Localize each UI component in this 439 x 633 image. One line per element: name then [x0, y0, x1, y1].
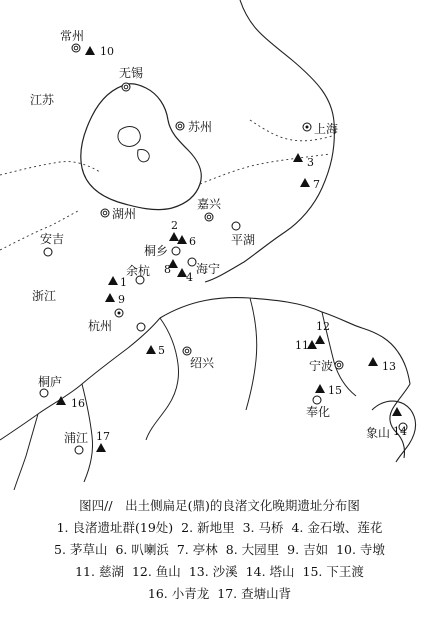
- city-label: 浦江: [64, 431, 89, 445]
- site-number: 4: [186, 271, 193, 284]
- site-8: [164, 259, 178, 276]
- city-label: 象山: [366, 426, 391, 440]
- site-number: 1: [120, 276, 127, 289]
- city-anji-town: [44, 248, 52, 256]
- city-shanghai: [303, 121, 338, 136]
- city-label: 上海: [314, 122, 339, 136]
- site-triangle-icon: [368, 357, 378, 366]
- city-label: 余杭: [126, 264, 151, 278]
- city-label: 奉化: [306, 405, 331, 419]
- figure-caption: [0, 497, 439, 607]
- site-6: [177, 235, 196, 248]
- city-yuhang: [126, 263, 150, 284]
- site-10: [85, 45, 114, 58]
- city-changzhou: [60, 28, 84, 52]
- site-number: 14: [393, 425, 407, 438]
- river: [146, 318, 179, 440]
- city-label: 桐庐: [38, 375, 63, 389]
- site-triangle-icon: [85, 46, 95, 55]
- legend-item: 12. 鱼山: [131, 564, 181, 579]
- site-number: 13: [382, 360, 396, 373]
- legend-item: 6. 叭喇浜: [115, 542, 169, 557]
- site-3: [293, 153, 314, 169]
- city-marker-icon: [40, 389, 48, 397]
- coastline: [205, 0, 334, 282]
- legend-item: 5. 茅草山: [54, 542, 108, 557]
- coastline-south: [160, 298, 410, 384]
- site-triangle-icon: [315, 384, 325, 393]
- city-label: 苏州: [188, 120, 213, 134]
- city-ningbo: [309, 358, 343, 373]
- region-label-jiangsu: 江苏: [30, 93, 55, 107]
- site-14: [392, 407, 407, 438]
- site-16: [56, 396, 85, 410]
- city-suzhou: [176, 120, 212, 134]
- legend-item: 14. 塔山: [245, 564, 295, 579]
- taihu-island: [138, 150, 150, 162]
- legend-item: 9. 吉如: [287, 542, 329, 557]
- site-triangle-icon: [315, 335, 325, 344]
- legend-line: [0, 519, 439, 536]
- site-number: 5: [158, 344, 165, 357]
- site-number: 3: [307, 156, 314, 169]
- city-marker-icon: [335, 361, 343, 369]
- city-marker-icon: [232, 222, 240, 230]
- site-legend: [0, 519, 439, 602]
- site-number: 15: [328, 384, 342, 397]
- site-number: 8: [164, 263, 171, 276]
- city-label: 杭州: [88, 319, 113, 333]
- city-jiaxing: [197, 196, 222, 221]
- city-marker-icon: [72, 44, 80, 52]
- legend-item: 11. 慈湖: [75, 564, 124, 579]
- city-tonglu: [38, 374, 62, 397]
- city-marker-icon: [172, 247, 180, 255]
- legend-line: [0, 585, 439, 602]
- city-wuxi: [119, 66, 143, 91]
- legend-item: 7. 亭林: [176, 542, 218, 557]
- city-label: 平湖: [231, 233, 256, 247]
- site-triangle-icon: [300, 178, 310, 187]
- city-marker-icon: [176, 122, 184, 130]
- site-number: 2: [171, 219, 178, 232]
- legend-line: [0, 541, 439, 558]
- site-triangle-icon: [177, 235, 187, 244]
- legend-item: 15. 下王渡: [302, 564, 364, 579]
- city-label: 海宁: [196, 262, 221, 276]
- river: [14, 414, 38, 490]
- city-label: 湖州: [112, 207, 137, 221]
- legend-item: 13. 沙溪: [188, 564, 238, 579]
- city-marker-icon: [205, 213, 213, 221]
- river: [246, 298, 257, 410]
- city-marker-icon: [122, 83, 130, 91]
- taihu-island: [118, 127, 140, 147]
- site-number: 9: [118, 293, 125, 306]
- site-number: 11: [295, 339, 309, 352]
- site-triangle-icon: [146, 345, 156, 354]
- city-marker-icon: [183, 347, 191, 355]
- site-5: [146, 344, 165, 357]
- city-label: 常州: [60, 29, 85, 43]
- city-shaoxing: [183, 347, 215, 370]
- site-13: [368, 357, 396, 373]
- city-tongxiang: [144, 243, 180, 258]
- site-number: 12: [316, 320, 330, 333]
- province-border: [0, 162, 100, 175]
- site-4: [177, 268, 193, 284]
- site-15: [315, 384, 342, 397]
- city-pujiang: [64, 430, 88, 454]
- city-marker-icon: [44, 248, 52, 256]
- city-marker-dot-icon: [306, 126, 309, 129]
- legend-item: 2. 新地里: [181, 520, 235, 535]
- city-label: 宁波: [309, 359, 334, 373]
- site-number: 10: [100, 45, 114, 58]
- city-marker-icon: [101, 209, 109, 217]
- site-triangle-icon: [96, 443, 106, 452]
- city-marker-dot-icon: [118, 312, 121, 315]
- legend-item: 1. 良渚遗址群(19处): [56, 520, 174, 535]
- city-pinghu: [231, 222, 255, 247]
- city-fuyang: [137, 323, 145, 331]
- city-label: 嘉兴: [197, 197, 222, 211]
- legend-item: 8. 大园里: [225, 542, 280, 557]
- site-11: [295, 339, 317, 352]
- city-label: 桐乡: [144, 244, 169, 258]
- city-marker-icon: [188, 258, 196, 266]
- site-1: [108, 276, 127, 289]
- region-label-zhejiang: 浙江: [32, 289, 57, 303]
- city-marker-icon: [313, 396, 321, 404]
- site-2: [169, 219, 179, 241]
- legend-item: 16. 小青龙: [147, 586, 210, 601]
- site-9: [105, 293, 125, 306]
- legend-item: 3. 马桥: [242, 520, 284, 535]
- city-huzhou: [101, 206, 136, 221]
- site-17: [96, 430, 110, 452]
- site-triangle-icon: [105, 293, 115, 302]
- city-fenghua: [306, 396, 330, 419]
- legend-line: [0, 563, 439, 580]
- site-triangle-icon: [169, 232, 179, 241]
- qiantang-river: [0, 318, 160, 440]
- legend-item: 17. 查塘山背: [217, 586, 292, 601]
- legend-item: 10. 寺墩: [336, 542, 385, 557]
- taihu-lake: [81, 84, 202, 210]
- site-number: 16: [71, 397, 85, 410]
- region-label-anji: 安吉: [40, 232, 65, 246]
- site-12: [315, 320, 330, 344]
- site-triangle-icon: [108, 276, 118, 285]
- city-hangzhou: [88, 309, 123, 333]
- city-label: 绍兴: [190, 356, 215, 370]
- legend-item: 4. 金石墩、莲花: [291, 520, 383, 535]
- caption-title: 图四// 出土侧扁足(鼎)的良渚文化晚期遗址分布图: [79, 498, 360, 513]
- city-marker-icon: [137, 323, 145, 331]
- site-number: 17: [96, 430, 110, 443]
- city-marker-icon: [75, 446, 83, 454]
- city-label: 无锡: [119, 66, 144, 80]
- site-number: 6: [189, 235, 196, 248]
- site-7: [300, 178, 320, 191]
- site-number: 7: [313, 178, 320, 191]
